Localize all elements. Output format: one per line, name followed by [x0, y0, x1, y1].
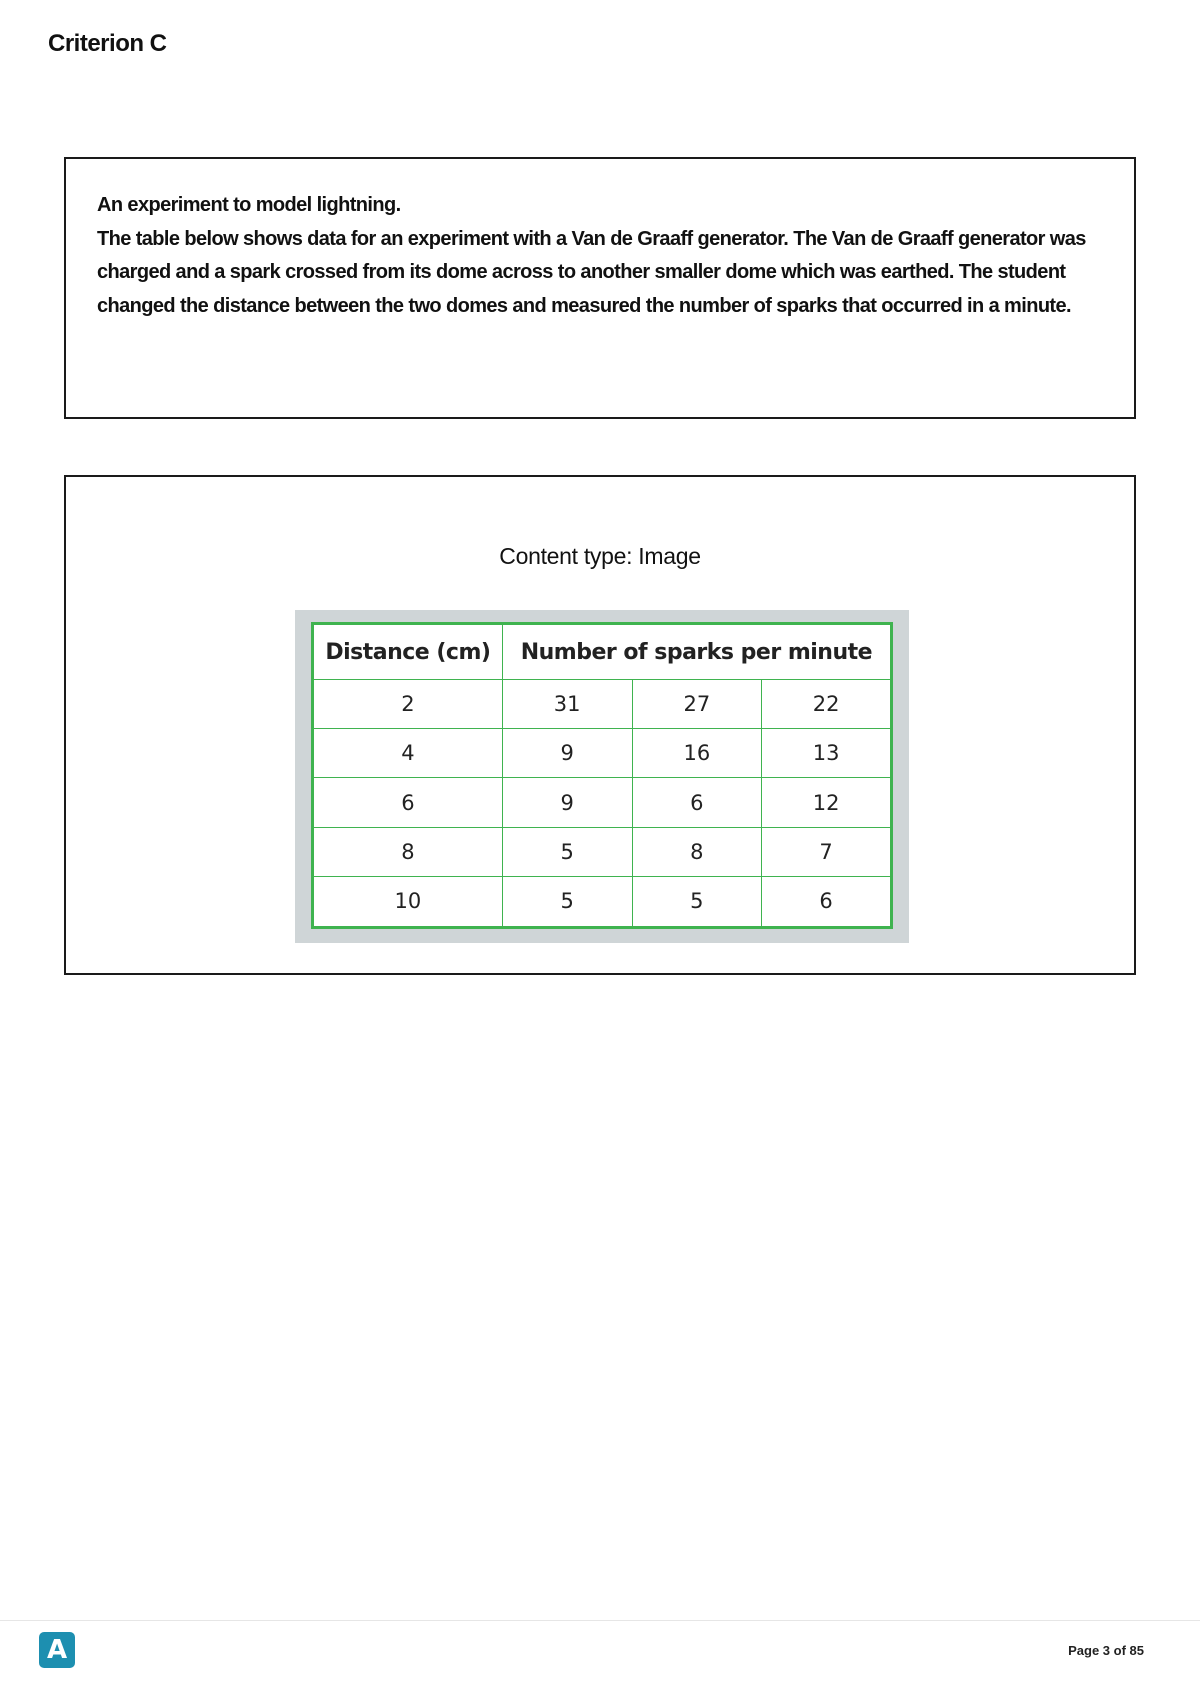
- table-cell-sparks: 12: [762, 778, 892, 827]
- table-cell-sparks: 9: [502, 778, 632, 827]
- table-cell-sparks: 5: [632, 876, 762, 927]
- table-image-frame: [295, 610, 909, 943]
- table-row: [313, 778, 892, 827]
- table-row: [313, 680, 892, 729]
- app-logo: A: [39, 1632, 75, 1668]
- table-row: [313, 876, 892, 927]
- table-cell-sparks: 6: [632, 778, 762, 827]
- table-cell-sparks: 27: [632, 680, 762, 729]
- intro-body: The table below shows data for an experiment with a Van de Graaff generator. The Van de Graaff generator was charged and a spark crossed from its dome across to another smaller dome which was earthed. The student changed the distance between the two domes and measured the number of sparks that occurred in a minute.: [97, 227, 1086, 317]
- column-header-distance: Distance (cm): [313, 624, 503, 680]
- table-row: [313, 827, 892, 876]
- table-cell-sparks: 22: [762, 680, 892, 729]
- table-cell-sparks: 5: [502, 827, 632, 876]
- table-cell-sparks: 16: [632, 729, 762, 778]
- table-cell-distance: 4: [313, 729, 503, 778]
- intro-box: [64, 157, 1136, 419]
- page-footer: [0, 1620, 1200, 1698]
- column-header-sparks: Number of sparks per minute: [502, 624, 891, 680]
- table-cell-sparks: 8: [632, 827, 762, 876]
- table-cell-distance: 10: [313, 876, 503, 927]
- image-box: [64, 475, 1136, 975]
- page-heading: Criterion C: [48, 30, 167, 57]
- table-cell-distance: 2: [313, 680, 503, 729]
- table-header-row: [313, 624, 892, 680]
- page-number: Page 3 of 85: [1068, 1643, 1144, 1658]
- table-body: [313, 680, 892, 928]
- sparks-data-table: [311, 622, 893, 929]
- content-type-label: Content type: Image: [499, 543, 701, 569]
- table-cell-sparks: 6: [762, 876, 892, 927]
- intro-title: An experiment to model lightning.: [97, 194, 401, 216]
- table-cell-sparks: 31: [502, 680, 632, 729]
- table-cell-distance: 8: [313, 827, 503, 876]
- table-cell-distance: 6: [313, 778, 503, 827]
- table-cell-sparks: 9: [502, 729, 632, 778]
- table-cell-sparks: 5: [502, 876, 632, 927]
- table-cell-sparks: 13: [762, 729, 892, 778]
- intro-text: [97, 189, 1097, 323]
- table-cell-sparks: 7: [762, 827, 892, 876]
- table-row: [313, 729, 892, 778]
